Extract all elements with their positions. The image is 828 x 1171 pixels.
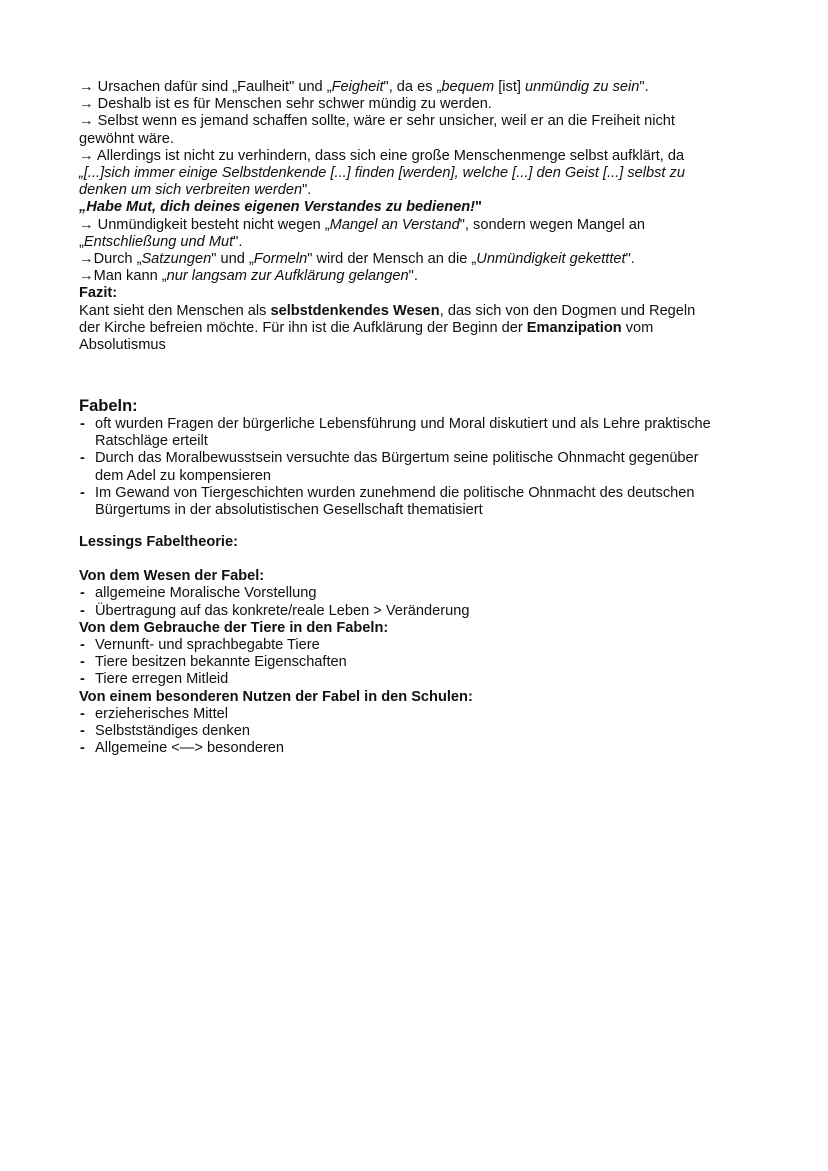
text-run: ", sondern wegen Mangel an: [459, 216, 646, 233]
text-run: Formeln: [253, 251, 308, 268]
text-run: → Allerdings ist nicht zu verhindern, dass sich eine große Menschenmenge selbst aufklärt, da: [79, 147, 685, 164]
text-line: [79, 268, 759, 285]
text-run: der Kirche befreien möchte. Für ihn ist die Aufklärung der Beginn der: [79, 319, 527, 336]
subsection-heading: Von dem Wesen der Fabel:: [79, 568, 265, 585]
text-run: " wird der Mensch an die „: [307, 251, 477, 268]
kant-summary: [79, 79, 759, 354]
text-run: " und „: [211, 251, 254, 268]
text-run: nur langsam zur Aufklärung gelangen: [166, 268, 409, 285]
bullet-item: - allgemeine Moralische Vorstellung: [79, 585, 759, 602]
text-run: ".: [302, 182, 312, 199]
text-run: ", da es „: [383, 79, 442, 95]
text-run: →Man kann „: [79, 268, 167, 285]
text-run: „[...]sich immer einige Selbstdenkende [...] finden [werden], welche [...] den Geist [...] selbst zu: [79, 165, 685, 182]
text-run: Satzungen: [141, 251, 212, 268]
bullet-line: - oft wurden Fragen der bürgerliche Lebensführung und Moral diskutiert und als Lehre praktische: [95, 416, 711, 432]
text-run: ".: [233, 233, 243, 250]
text-run: , das sich von den Dogmen und Regeln: [439, 302, 696, 319]
text-run: → Unmündigkeit besteht nicht wegen „: [79, 216, 330, 233]
fabeln-heading: Fabeln:: [79, 397, 138, 415]
text-run: ".: [639, 79, 649, 95]
subsection-heading: Von dem Gebrauche der Tiere in den Fabeln:: [79, 619, 389, 636]
text-run: → Deshalb ist es für Menschen sehr schwer mündig zu werden.: [79, 96, 492, 113]
subsection-heading: Von einem besonderen Nutzen der Fabel in den Schulen:: [79, 688, 473, 705]
text-line: [79, 285, 759, 302]
text-run: Emanzipation: [526, 319, 622, 336]
bullet-item: [79, 485, 759, 519]
text-line: [79, 320, 759, 337]
text-run: →Durch „: [79, 251, 142, 268]
text-run: Kant sieht den Menschen als: [79, 302, 271, 319]
text-run: „Habe Mut, dich deines eigenen Verstandes zu bedienen!: [79, 199, 476, 216]
text-run: Entschließung und Mut: [83, 233, 234, 250]
bullet-item: - erzieherisches Mittel: [79, 706, 759, 723]
text-line: [79, 131, 759, 148]
text-run: selbstdenkendes Wesen: [270, 302, 440, 319]
bullet-item: - Tiere besitzen bekannte Eigenschaften: [79, 654, 759, 671]
text-run: ".: [625, 251, 635, 268]
text-run: bequem: [441, 79, 495, 95]
text-line: [79, 251, 759, 268]
bullet-line: dem Adel zu kompensieren: [95, 467, 272, 484]
text-line: [79, 182, 759, 199]
text-line: [79, 234, 759, 251]
text-line: [79, 96, 759, 113]
bullet-item: [79, 416, 759, 450]
text-run: " und „: [289, 79, 332, 95]
text-run: ".: [408, 268, 418, 285]
bullet-item: - Übertragung auf das konkrete/reale Leben > Veränderung: [79, 603, 759, 620]
text-line: [79, 165, 759, 182]
lessing-section: [79, 534, 759, 757]
text-run: Faulheit: [237, 79, 290, 95]
bullet-line: - Durch das Moralbewusstsein versuchte das Bürgertum seine politische Ohnmacht gegenüber: [95, 450, 699, 467]
bullet-line: Bürgertums in der absolutistischen Gesellschaft thematisiert: [95, 502, 483, 519]
text-line: [79, 217, 759, 234]
text-run: → Selbst wenn es jemand schaffen sollte, wäre er sehr unsicher, weil er an die Freiheit nicht: [79, 113, 675, 130]
bullet-item: - Allgemeine <—> besonderen: [79, 740, 759, 757]
text-run: „: [79, 233, 84, 250]
bullet-item: - Tiere erregen Mitleid: [79, 671, 759, 688]
bullet-item: [79, 450, 759, 484]
text-line: [79, 79, 759, 96]
text-run: unmündig zu sein: [524, 79, 640, 95]
lessing-title: Lessings Fabeltheorie:: [79, 534, 238, 550]
text-run: vom: [621, 319, 654, 336]
text-run: Mangel an Verstand: [329, 216, 460, 233]
text-run: Fazit:: [79, 285, 118, 302]
text-run: [ist]: [494, 79, 525, 95]
text-line: [79, 337, 759, 354]
text-line: [79, 303, 759, 320]
text-line: [79, 148, 759, 165]
text-line: [79, 199, 759, 216]
bullet-item: - Vernunft- und sprachbegabte Tiere: [79, 637, 759, 654]
bullet-item: - Selbstständiges denken: [79, 723, 759, 740]
text-run: ": [475, 199, 482, 216]
bullet-line: Ratschläge erteilt: [95, 433, 208, 450]
bullet-line: - Im Gewand von Tiergeschichten wurden zunehmend die politische Ohnmacht des deutschen: [95, 484, 695, 501]
text-run: Unmündigkeit geketttet: [476, 251, 626, 268]
text-run: Absolutismus: [79, 337, 166, 354]
text-run: Feigheit: [331, 79, 384, 95]
fabeln-section: [79, 396, 759, 519]
text-line: [79, 113, 759, 130]
text-run: gewöhnt wäre.: [79, 130, 174, 147]
text-run: denken um sich verbreiten werden: [79, 182, 303, 199]
text-run: → Ursachen dafür sind „: [79, 79, 238, 95]
